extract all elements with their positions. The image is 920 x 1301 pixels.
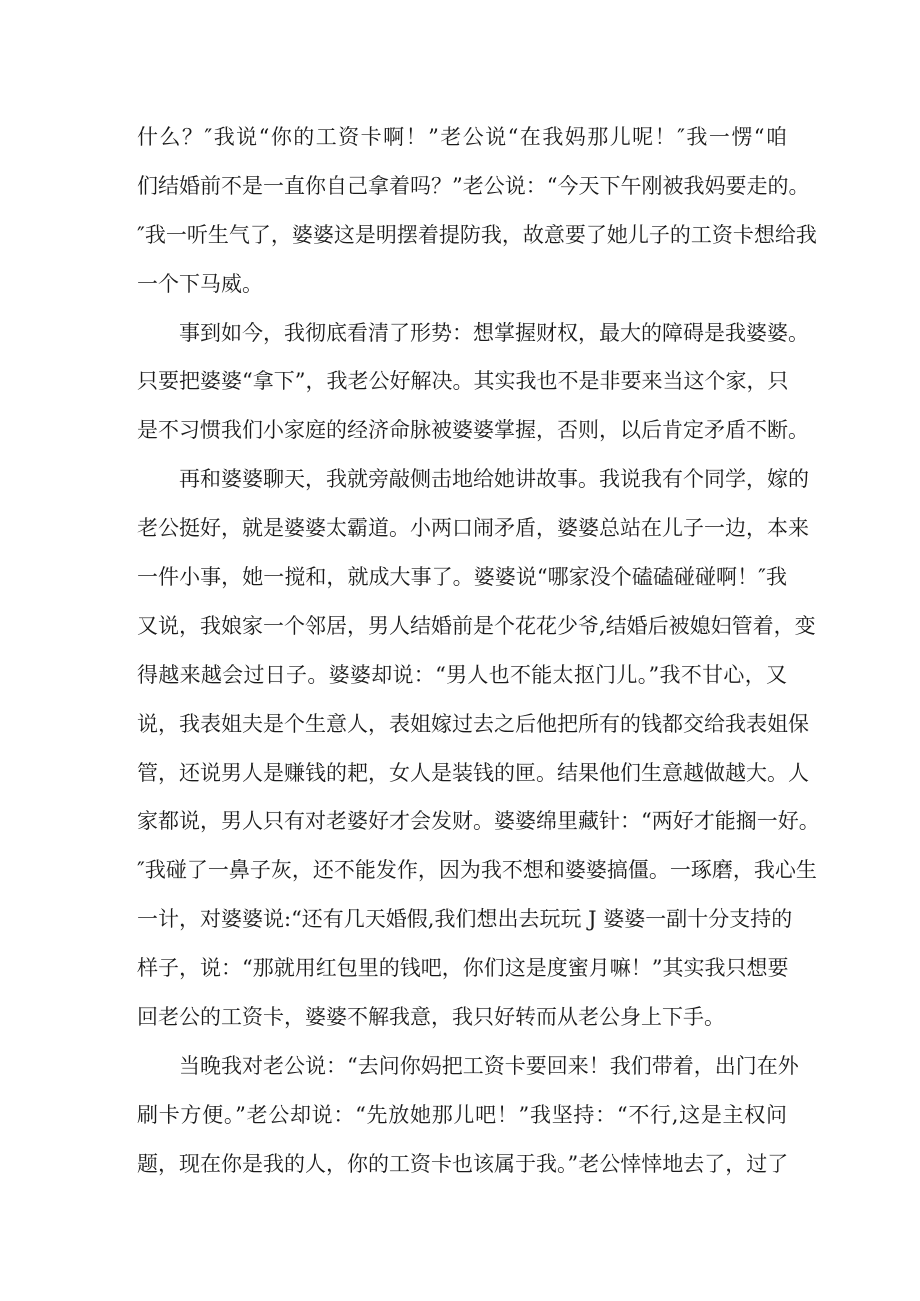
text-line: 当晚我对老公说：“去问你妈把工资卡要回来！我们带着，出门在外 (179, 1053, 799, 1078)
article-body (137, 113, 820, 1189)
paragraph-2 (137, 309, 809, 456)
text-line: 又说，我娘家一个邻居，男人结婚前是个花花少爷,结婚后被媳妇管着，变 (137, 613, 816, 638)
text-line: 只要把婆婆“拿下”，我老公好解决。其实我也不是非要来当这个家，只 (137, 369, 789, 394)
paragraph-1 (137, 113, 817, 309)
paragraph-4 (137, 1042, 799, 1189)
text-line: 家都说，男人只有对老婆好才会发财。婆婆绵里藏针：“两好才能搁一好。 (137, 809, 820, 834)
text-line: 们结婚前不是一直你自己拿着吗？”老公说：“今天下午刚被我妈要走的。 (137, 173, 810, 198)
text-line: 一个下马威。 (137, 271, 263, 296)
text-line: 一计，对婆婆说:“还有几天婚假,我们想出去玩玩 J 婆婆一副十分支持的 (137, 907, 793, 932)
text-line: 管，还说男人是赚钱的耙，女人是装钱的匣。结果他们生意越做越大。人 (137, 760, 809, 785)
text-line: 再和婆婆聊天，我就旁敲侧击地给她讲故事。我说我有个同学，嫁的 (179, 467, 809, 492)
text-line: 题，现在你是我的人，你的工资卡也该属于我。”老公悻悻地去了，过了 (137, 1151, 789, 1176)
text-line: 样子，说：“那就用红包里的钱吧，你们这是度蜜月嘛！”其实我只想要 (137, 956, 789, 981)
text-line: 得越来越会过日子。婆婆却说：“男人也不能太抠门儿。”我不甘心，又 (137, 662, 787, 687)
text-line: ″我一听生气了，婆婆这是明摆着提防我，故意要了她儿子的工资卡想给我 (137, 222, 817, 247)
text-line: 什么？″我说“你的工资卡啊！”老公说“在我妈那儿呢！″我一愣“咱 (137, 125, 787, 149)
text-line: ″我碰了一鼻子灰，还不能发作，因为我不想和婆婆搞僵。一琢磨，我心生 (137, 858, 817, 883)
text-line: 刷卡方便。”老公却说：“先放她那儿吧！”我坚持：“不行,这是主权问 (137, 1102, 787, 1127)
paragraph-3 (137, 455, 820, 1042)
text-line: 说，我表姐夫是个生意人，表姐嫁过去之后他把所有的钱都交给我表姐保 (137, 711, 809, 736)
text-line: 是不习惯我们小家庭的经济命脉被婆婆掌握，否则，以后肯定矛盾不断。 (137, 418, 809, 443)
text-line: 回老公的工资卡，婆婆不解我意，我只好转而从老公身上下手。 (137, 1005, 725, 1030)
text-line: 老公挺好，就是婆婆太霸道。小两口闹矛盾，婆婆总站在儿子一边，本来 (137, 516, 809, 541)
text-line: 事到如今，我彻底看清了形势：想掌握财权，最大的障碍是我婆婆。 (179, 320, 809, 345)
text-line: 一件小事，她一搅和，就成大事了。婆婆说“哪家没个磕磕碰碰啊！″我 (137, 565, 787, 590)
